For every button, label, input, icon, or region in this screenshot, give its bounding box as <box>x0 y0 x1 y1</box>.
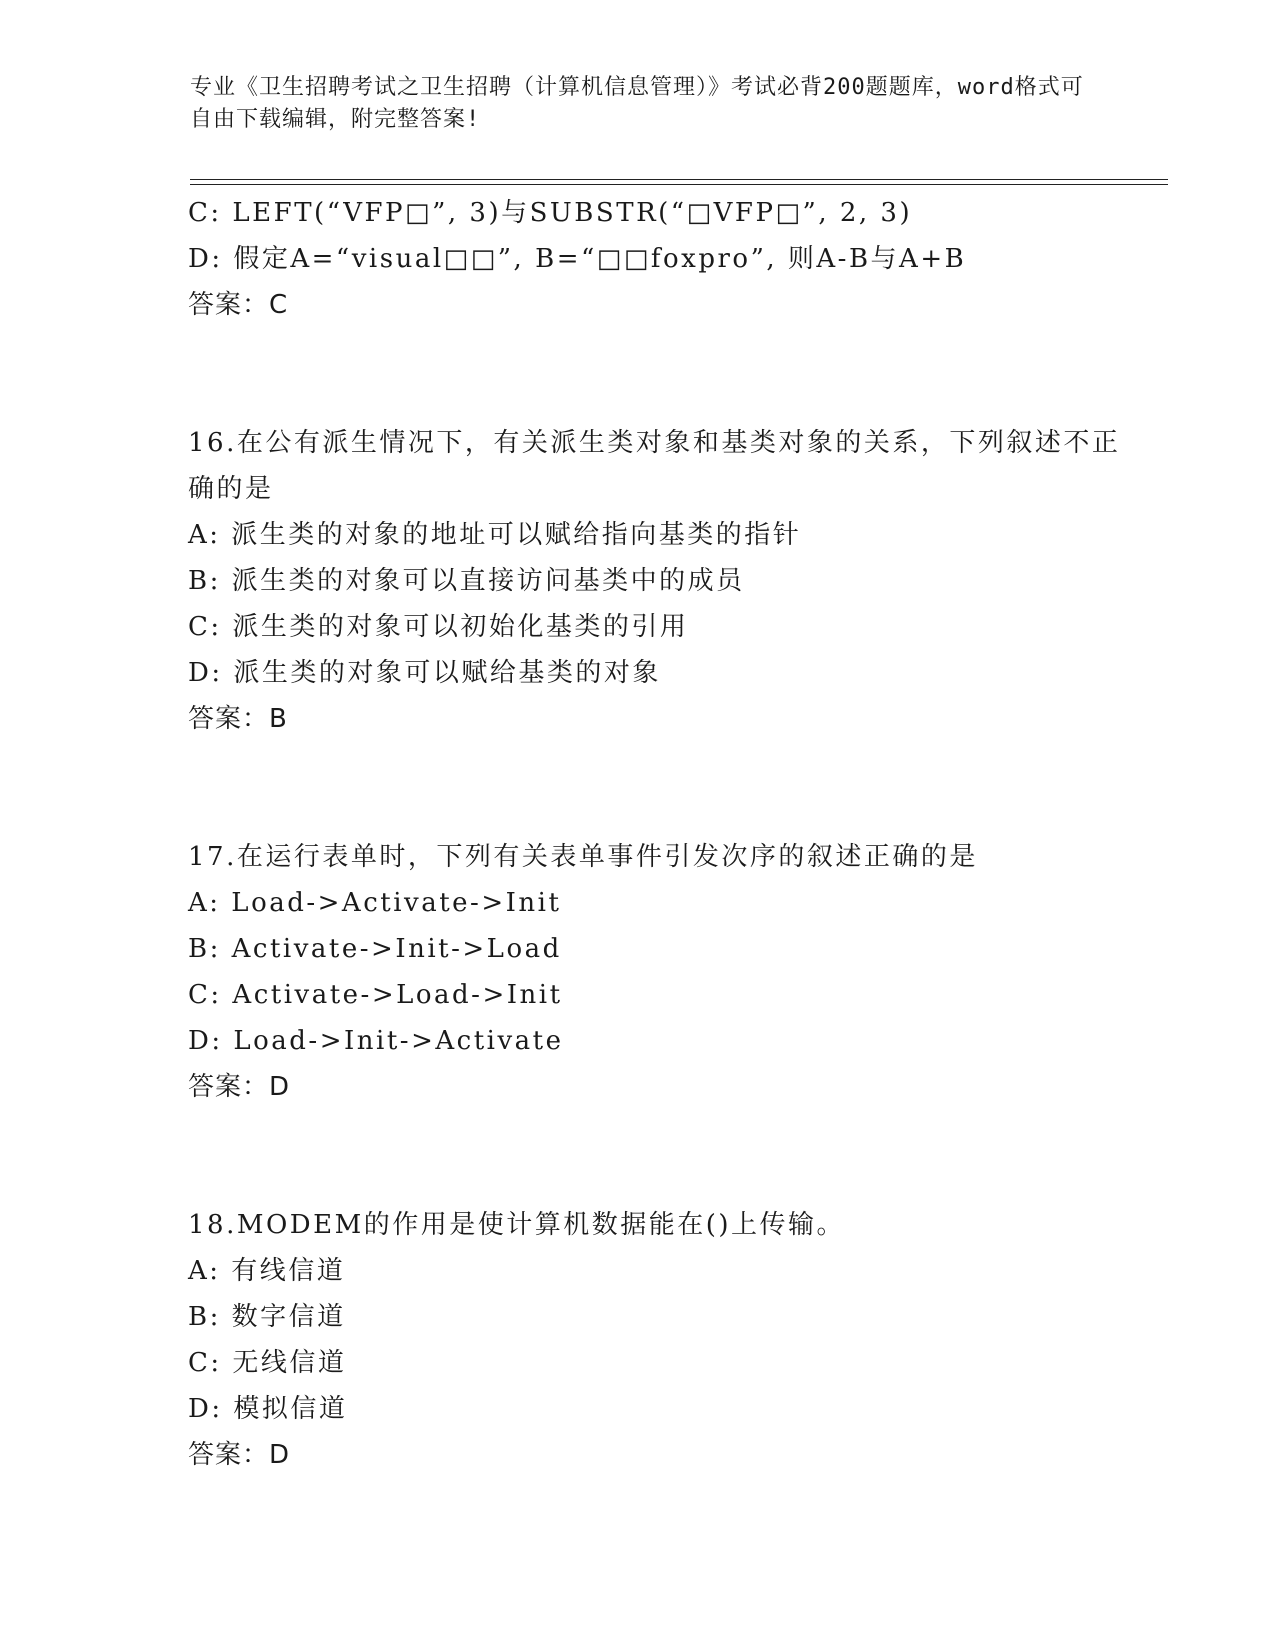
option-c: C: LEFT(“VFP□”, 3)与SUBSTR(“□VFP□”, 2, 3) <box>188 198 913 228</box>
header-rule-top <box>190 179 1168 180</box>
answer-label: 答案：B <box>188 704 288 734</box>
spacer <box>188 328 1148 420</box>
option-a: A: 有线信道 <box>188 1256 346 1286</box>
spacer <box>188 1110 1148 1202</box>
question-text: 17.在运行表单时，下列有关表单事件引发次序的叙述正确的是 <box>188 842 978 872</box>
header-title: 专业《卫生招聘考试之卫生招聘（计算机信息管理）》考试必背200题题库，word格式可自由下载编辑，附完整答案! <box>190 75 1084 132</box>
option-b: B: 数字信道 <box>188 1302 346 1332</box>
question-18 <box>188 1202 1148 1478</box>
option-b: B: 派生类的对象可以直接访问基类中的成员 <box>188 566 745 596</box>
option-d: D: 模拟信道 <box>188 1394 348 1424</box>
question-17 <box>188 834 1148 1110</box>
question-fragment <box>188 190 1148 328</box>
option-c: C: 无线信道 <box>188 1348 347 1378</box>
answer-label: 答案：D <box>188 1440 291 1470</box>
question-text: 16.在公有派生情况下，有关派生类对象和基类对象的关系，下列叙述不正确的是 <box>188 428 1121 504</box>
option-a: A: Load->Activate->Init <box>188 888 562 918</box>
header-rule-bottom <box>190 184 1168 185</box>
answer-label: 答案：D <box>188 1072 291 1102</box>
option-a: A: 派生类的对象的地址可以赋给指向基类的指针 <box>188 520 802 550</box>
document-header <box>190 72 1090 136</box>
question-list <box>188 190 1148 1478</box>
option-b: B: Activate->Init->Load <box>188 934 562 964</box>
option-c: C: Activate->Load->Init <box>188 980 563 1010</box>
spacer <box>188 742 1148 834</box>
option-d: D: 派生类的对象可以赋给基类的对象 <box>188 658 661 688</box>
question-text: 18.MODEM的作用是使计算机数据能在()上传输。 <box>188 1210 846 1240</box>
option-d: D: 假定A=“visual□□”, B=“□□foxpro”, 则A-B与A+B <box>188 244 967 274</box>
answer-label: 答案：C <box>188 290 289 320</box>
question-16 <box>188 420 1148 742</box>
option-c: C: 派生类的对象可以初始化基类的引用 <box>188 612 689 642</box>
option-d: D: Load->Init->Activate <box>188 1026 564 1056</box>
